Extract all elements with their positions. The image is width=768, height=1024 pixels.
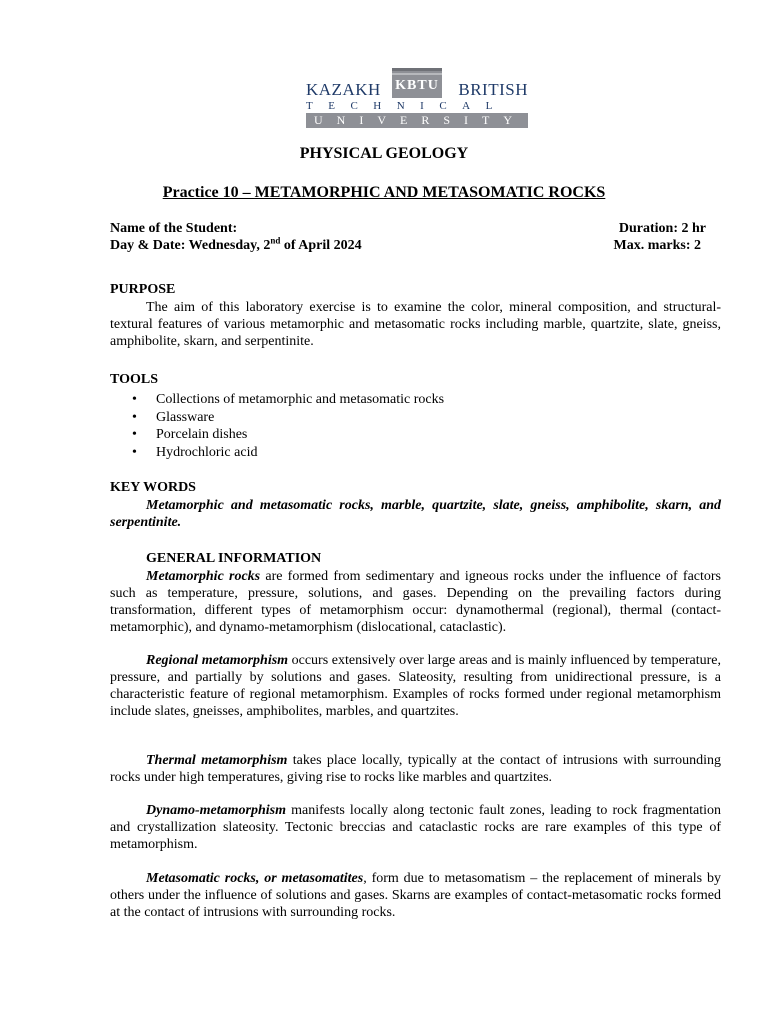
paragraph-text: manifests locally along tectonic fault zones, leading to rock fragmentation and crystallization slateosity. Tectonic breccias and cataclastic rocks are rare examples of this type of metamorphism. xyxy=(110,803,721,852)
paragraph-text: takes place locally, typically at the contact of intrusions with surrounding rocks under high temperatures, giving rise to rocks like marbles and quartzites. xyxy=(110,753,722,785)
max-marks: Max. marks: 2 xyxy=(613,238,701,253)
purpose-text xyxy=(110,299,721,350)
paragraph-regional xyxy=(110,652,721,720)
paragraph-metamorphic xyxy=(110,568,721,636)
keywords-text xyxy=(110,497,721,531)
logo-emblem: KBTU xyxy=(392,68,442,98)
day-date xyxy=(110,235,362,254)
paragraph-text: are formed from sedimentary and igneous rocks under the influence of factors such as temperature, pressure, solutions, and gases. Depending on the prevailing factors during transformation, different types of metamorphism occur: dynamothermal (regional), thermal (contact-metamorphic), and dynamo-metamorphism (dislocational, cataclastic). xyxy=(110,569,721,635)
keywords-body: Metamorphic and metasomatic rocks, marble, quartzite, slate, gneiss, amphibolite, skarn, and serpentinite. xyxy=(110,498,721,530)
general-heading: GENERAL INFORMATION xyxy=(146,551,322,566)
keywords-heading: KEY WORDS xyxy=(110,480,196,495)
term: Regional metamorphism xyxy=(146,653,289,668)
practice-title: Practice 10 – METAMORPHIC AND METASOMATIC ROCKS xyxy=(162,184,606,201)
purpose-body: The aim of this laboratory exercise is to examine the color, mineral composition, and structural-textural features of various metamorphic and metasomatic rocks including marble, quartzite, slate, gneiss, amphibolite, skarn, and serpentinite. xyxy=(110,300,721,349)
date-superscript: nd xyxy=(270,235,281,246)
list-item: • Hydrochloric acid xyxy=(110,444,444,462)
list-item: • Collections of metamorphic and metasomatic rocks xyxy=(110,391,444,409)
term: Dynamo-metamorphism xyxy=(146,803,287,818)
paragraph-dynamo xyxy=(110,802,721,853)
tools-heading: TOOLS xyxy=(110,372,158,387)
term: Thermal metamorphism xyxy=(146,753,288,768)
list-item: • Porcelain dishes xyxy=(110,426,444,444)
purpose-heading: PURPOSE xyxy=(110,282,176,297)
paragraph-text: occurs extensively over large areas and is mainly influenced by temperature, pressure, and partially by solutions and gases. Slateosity, resulting from unidirectional pressure, is a characteristic feature of regional metamorphism. Examples of rocks formed under regional metamorphism include slates, gneisses, amphibolites, marbles, and quartzites. xyxy=(110,653,721,719)
tools-list xyxy=(110,391,444,462)
date-prefix: Day & Date: Wednesday, 2 xyxy=(110,238,271,253)
logo-technical: TECHNICAL xyxy=(306,100,508,112)
duration: Duration: 2 hr xyxy=(618,221,706,236)
term: Metamorphic rocks xyxy=(146,569,261,584)
paragraph-metasomatic xyxy=(110,870,721,921)
student-name-label: Name of the Student: xyxy=(110,221,238,236)
university-logo xyxy=(306,68,528,128)
paragraph-text: , form due to metasomatism – the replacement of minerals by others under the influence of solutions and gases. Skarns are examples of contact-metasomatic rocks formed at the contact of intrusions with surrounding rocks. xyxy=(110,871,721,920)
course-title: PHYSICAL GEOLOGY xyxy=(299,145,469,162)
logo-left-word: KAZAKH xyxy=(306,80,381,99)
paragraph-thermal xyxy=(110,752,721,786)
list-item: • Glassware xyxy=(110,409,444,427)
logo-right-word: BRITISH xyxy=(458,80,528,99)
term: Metasomatic rocks, or metasomatites xyxy=(146,871,364,886)
logo-university: UNIVERSITY xyxy=(306,113,528,128)
date-suffix: of April 2024 xyxy=(280,238,362,253)
